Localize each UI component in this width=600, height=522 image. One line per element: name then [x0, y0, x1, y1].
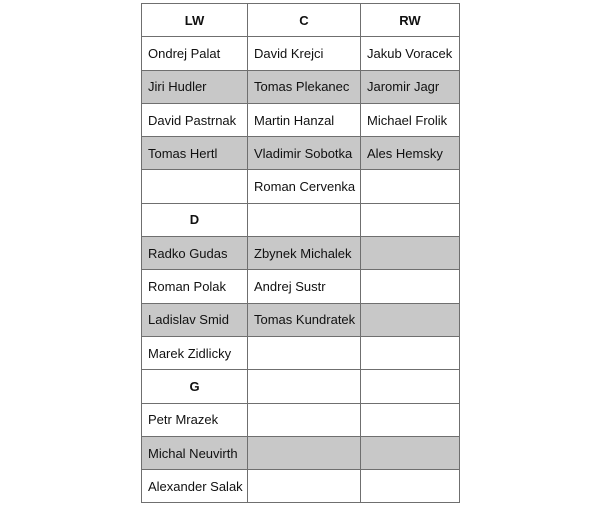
table-cell: Michael Frolik [361, 103, 460, 136]
table-cell: David Pastrnak [142, 103, 248, 136]
header-row [142, 4, 460, 37]
header-c: C [248, 4, 361, 37]
table-cell [361, 403, 460, 436]
table-cell [248, 436, 361, 469]
table-cell: Tomas Plekanec [248, 70, 361, 103]
table-cell: Ales Hemsky [361, 137, 460, 170]
table-cell: Tomas Kundratek [248, 303, 361, 336]
table-cell [248, 370, 361, 403]
header-d: D [142, 203, 248, 236]
header-g: G [142, 370, 248, 403]
table-cell [361, 170, 460, 203]
table-row [142, 270, 460, 303]
table-cell: Jaromir Jagr [361, 70, 460, 103]
table-cell: Roman Cervenka [248, 170, 361, 203]
table-cell [248, 336, 361, 369]
table-cell [361, 237, 460, 270]
table-row [142, 37, 460, 70]
table-row [142, 103, 460, 136]
table-cell: Martin Hanzal [248, 103, 361, 136]
header-lw: LW [142, 4, 248, 37]
table-cell [142, 170, 248, 203]
table-cell [361, 470, 460, 503]
goalies-header-row [142, 370, 460, 403]
table-row [142, 436, 460, 469]
table-cell: Marek Zidlicky [142, 336, 248, 369]
table-cell [248, 203, 361, 236]
table-cell: Petr Mrazek [142, 403, 248, 436]
table-cell: Tomas Hertl [142, 137, 248, 170]
table-cell [361, 436, 460, 469]
table-row [142, 237, 460, 270]
table-row [142, 403, 460, 436]
table-cell: Andrej Sustr [248, 270, 361, 303]
table-cell: Zbynek Michalek [248, 237, 361, 270]
table-cell: Roman Polak [142, 270, 248, 303]
table-row [142, 170, 460, 203]
table-cell [361, 370, 460, 403]
table-row [142, 470, 460, 503]
table-cell: David Krejci [248, 37, 361, 70]
table-cell: Alexander Salak [142, 470, 248, 503]
table-cell: Ladislav Smid [142, 303, 248, 336]
table-row [142, 137, 460, 170]
table-cell: Jakub Voracek [361, 37, 460, 70]
table-cell: Michal Neuvirth [142, 436, 248, 469]
table-cell: Radko Gudas [142, 237, 248, 270]
table-cell [248, 470, 361, 503]
roster-table [141, 3, 460, 503]
table-cell: Jiri Hudler [142, 70, 248, 103]
header-rw: RW [361, 4, 460, 37]
table-row [142, 70, 460, 103]
table-cell [361, 203, 460, 236]
table-cell [361, 270, 460, 303]
table-row [142, 303, 460, 336]
table-cell [361, 303, 460, 336]
table-cell: Vladimir Sobotka [248, 137, 361, 170]
table-cell [361, 336, 460, 369]
table-cell [248, 403, 361, 436]
table-row [142, 336, 460, 369]
defense-header-row [142, 203, 460, 236]
table-cell: Ondrej Palat [142, 37, 248, 70]
